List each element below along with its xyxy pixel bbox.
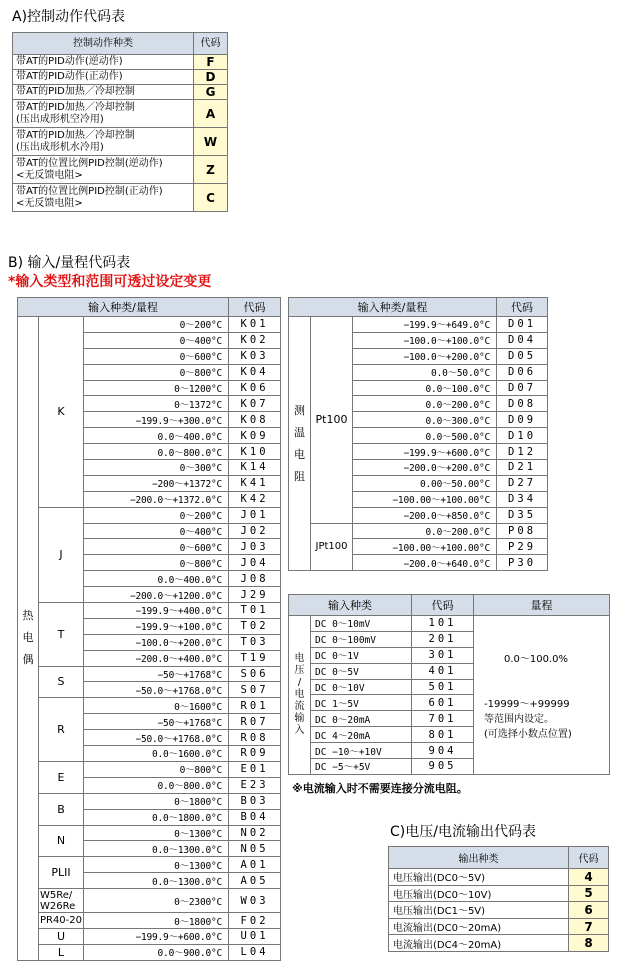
range-code: D04 [497,332,548,348]
section-b-note: *输入类型和范围可透过设定变更 [8,274,212,290]
output-label: 电流输出(DC4～20mA) [389,935,569,952]
range-code: E23 [229,777,281,793]
sensor-type-name: PR40-20 [39,913,84,929]
range-code: T19 [229,650,281,666]
range-value: 0.0～300.0°C [353,412,497,428]
range-value: 0～1372°C [84,396,229,412]
range-value: −50.0～+1768.0°C [84,730,229,746]
range-value: −100.0～+200.0°C [84,634,229,650]
range-code: L04 [229,944,281,960]
column-header-type: 输入种类/量程 [18,298,229,317]
action-label: 带AT的PID动作(逆动作) [13,55,194,70]
range-code: J02 [229,523,281,539]
range-code: D34 [497,491,548,507]
range-value: −50.0～+1768.0°C [84,682,229,698]
table-row [13,85,228,100]
table-row [13,70,228,85]
range-value: 0.0～200.0°C [353,523,497,539]
action-code: G [194,85,228,100]
range-value: 0～800°C [84,761,229,777]
input-type: DC −10～+10V [311,743,412,759]
range-value: −199.9～+649.0°C [353,317,497,333]
table-row [389,902,609,919]
range-value: 0～400°C [84,332,229,348]
range-value: −200.0～+850.0°C [353,507,497,523]
range-primary: 0.0～100.0% [504,653,569,665]
range-value: −100.00～+100.00°C [353,539,497,555]
range-code: P30 [497,555,548,571]
input-code: 601 [412,695,474,711]
range-code: K03 [229,348,281,364]
range-value: −199.9～+600.0°C [353,444,497,460]
range-code: S07 [229,682,281,698]
input-code: 905 [412,759,474,775]
range-value: 0～1600°C [84,698,229,714]
column-header-code: 代码 [569,847,609,869]
sensor-group-label: 热 电 偶 [18,317,39,961]
range-value: −100.0～+100.0°C [353,332,497,348]
input-code: 904 [412,743,474,759]
range-value: 0.0～800.0°C [84,777,229,793]
column-header-type: 输出种类 [389,847,569,869]
current-input-note: ※电流输入时不需要连接分流电阻。 [292,782,468,795]
range-code: D08 [497,396,548,412]
range-code: T03 [229,634,281,650]
range-value: −100.0～+200.0°C [353,348,497,364]
sensor-type-name: L [39,944,84,960]
sensor-type-name: B [39,793,84,825]
action-code: Z [194,156,228,184]
range-value: −200.0～+1372.0°C [84,491,229,507]
column-header-code: 代码 [412,595,474,616]
table-row [18,889,281,913]
range-value: 0～1300°C [84,825,229,841]
range-code: K02 [229,332,281,348]
range-code: K14 [229,460,281,476]
range-value: −200～+1372°C [84,475,229,491]
range-code: W03 [229,889,281,913]
range-value: 0.0～1600.0°C [84,746,229,762]
output-label: 电压输出(DC1～5V) [389,902,569,919]
input-code: 501 [412,679,474,695]
input-type: DC 0～1V [311,647,412,663]
input-type: DC 0～100mV [311,631,412,647]
range-code: D09 [497,412,548,428]
range-code: P29 [497,539,548,555]
sensor-type-name: T [39,603,84,667]
range-value: −200.0～+1200.0°C [84,587,229,603]
output-label: 电压输出(DC0～5V) [389,869,569,886]
range-value: 0～200°C [84,317,229,333]
range-code: J29 [229,587,281,603]
table-row [13,128,228,156]
sensor-type-name: W5Re/ W26Re [39,889,84,913]
table-row [389,885,609,902]
range-code: D07 [497,380,548,396]
range-value: 0～1300°C [84,857,229,873]
rtd-table [288,297,548,571]
input-code: 401 [412,663,474,679]
table-row [389,918,609,935]
range-value: −50～+1768°C [84,714,229,730]
input-type: DC 4～20mA [311,727,412,743]
table-row [18,857,281,873]
range-code: K10 [229,444,281,460]
table-row [18,944,281,960]
range-code: N05 [229,841,281,857]
range-code: K09 [229,428,281,444]
section-b-title: B) 输入/量程代码表 [8,255,131,271]
column-header-type: 输入种类/量程 [289,298,497,317]
output-code: 7 [569,918,609,935]
range-secondary: -19999～+99999 等范围内设定。 (可选择小数点位置) [484,698,572,740]
output-label: 电压输出(DC0～10V) [389,885,569,902]
column-header-code: 代码 [229,298,281,317]
range-code: T02 [229,618,281,634]
range-code: U01 [229,928,281,944]
table-row [13,184,228,212]
range-value: 0～600°C [84,348,229,364]
range-value: −199.9～+400.0°C [84,603,229,619]
range-code: D21 [497,460,548,476]
column-header-code: 代码 [194,33,228,55]
range-code: K42 [229,491,281,507]
sensor-type-name: E [39,761,84,793]
range-value: 0.0～1800.0°C [84,809,229,825]
range-code: B04 [229,809,281,825]
sensor-type-name: J [39,507,84,602]
range-code: K41 [229,475,281,491]
output-code: 4 [569,869,609,886]
range-value: 0.0～200.0°C [353,396,497,412]
range-code: A05 [229,873,281,889]
range-code: R09 [229,746,281,762]
table-row [18,761,281,777]
sensor-type-name: N [39,825,84,857]
range-value: 0～1800°C [84,913,229,929]
range-code: J04 [229,555,281,571]
table-row [18,793,281,809]
range-value: 0.0～100.0°C [353,380,497,396]
input-type: DC 0～20mA [311,711,412,727]
table-row [289,616,610,632]
table-row [18,698,281,714]
column-header-range: 量程 [474,595,610,616]
column-header-code: 代码 [497,298,548,317]
action-label: 带AT的位置比例PID控制(逆动作) <无反馈电阻> [13,156,194,184]
range-code: K04 [229,364,281,380]
table-row [18,507,281,523]
range-code: J01 [229,507,281,523]
range-code: S06 [229,666,281,682]
range-value: −100.00～+100.00°C [353,491,497,507]
range-description [474,616,610,775]
range-code: R01 [229,698,281,714]
table-row [389,935,609,952]
table-row [289,523,548,539]
range-value: 0.0～800.0°C [84,444,229,460]
range-value: 0～600°C [84,539,229,555]
range-code: D12 [497,444,548,460]
range-code: A01 [229,857,281,873]
table-row [18,666,281,682]
range-code: P08 [497,523,548,539]
output-code: 6 [569,902,609,919]
range-value: 0～400°C [84,523,229,539]
range-value: 0.00～50.00°C [353,475,497,491]
range-code: K01 [229,317,281,333]
range-code: J08 [229,571,281,587]
sensor-type-name: R [39,698,84,762]
sensor-type-name: K [39,317,84,508]
input-code: 701 [412,711,474,727]
range-code: J03 [229,539,281,555]
range-code: N02 [229,825,281,841]
range-value: 0.0～50.0°C [353,364,497,380]
voltage-current-table [288,594,610,775]
input-code: 201 [412,631,474,647]
action-code: F [194,55,228,70]
output-label: 电流输出(DC0～20mA) [389,918,569,935]
action-label: 带AT的PID加热／冷却控制 [13,85,194,100]
table-row [18,603,281,619]
sensor-type-name: U [39,928,84,944]
action-code: C [194,184,228,212]
input-type: DC 0～10mV [311,616,412,632]
output-code: 5 [569,885,609,902]
range-value: 0.0～400.0°C [84,571,229,587]
sensor-type-name: S [39,666,84,698]
input-code: 301 [412,647,474,663]
range-value: 0.0～1300.0°C [84,873,229,889]
table-row [18,825,281,841]
input-type: DC 0～10V [311,679,412,695]
range-value: 0～800°C [84,555,229,571]
table-row [13,55,228,70]
range-value: 0～800°C [84,364,229,380]
action-code: A [194,100,228,128]
table-row [13,100,228,128]
action-label: 带AT的PID加热／冷却控制 (压出成形机水冷用) [13,128,194,156]
sensor-group-label: 测 温 电 阻 [289,317,311,571]
table-row [389,869,609,886]
range-value: 0～200°C [84,507,229,523]
table-row [18,317,281,333]
range-code: K08 [229,412,281,428]
section-c-title: C)电压/电流输出代码表 [390,824,536,840]
action-label: 带AT的位置比例PID控制(正动作) <无反馈电阻> [13,184,194,212]
range-code: D05 [497,348,548,364]
range-code: D01 [497,317,548,333]
range-value: 0～1800°C [84,793,229,809]
range-code: D06 [497,364,548,380]
output-code-table [388,846,609,952]
range-value: −199.9～+600.0°C [84,928,229,944]
range-value: −199.9～+300.0°C [84,412,229,428]
thermocouple-table [17,297,281,961]
range-code: K07 [229,396,281,412]
input-type: DC 0～5V [311,663,412,679]
output-code: 8 [569,935,609,952]
table-row [18,913,281,929]
range-code: D35 [497,507,548,523]
range-code: K06 [229,380,281,396]
range-value: −200.0～+200.0°C [353,460,497,476]
range-value: 0.0～400.0°C [84,428,229,444]
range-value: 0～2300°C [84,889,229,913]
table-row [289,317,548,333]
section-a-title: A)控制动作代码表 [12,9,126,25]
input-group-label: 电 压 / 电 流 输 入 [289,616,311,775]
range-code: T01 [229,603,281,619]
input-code: 101 [412,616,474,632]
column-header-type: 控制动作种类 [13,33,194,55]
sensor-type-name: JPt100 [311,523,353,571]
range-code: B03 [229,793,281,809]
range-value: 0.0～500.0°C [353,428,497,444]
range-code: D10 [497,428,548,444]
action-label: 带AT的PID动作(正动作) [13,70,194,85]
range-value: 0.0～1300.0°C [84,841,229,857]
table-row [18,928,281,944]
range-code: R07 [229,714,281,730]
action-code: W [194,128,228,156]
action-code: D [194,70,228,85]
range-value: 0～1200°C [84,380,229,396]
sensor-type-name: Pt100 [311,317,353,524]
range-code: E01 [229,761,281,777]
sensor-type-name: PLII [39,857,84,889]
range-value: −200.0～+400.0°C [84,650,229,666]
range-code: D27 [497,475,548,491]
input-code: 801 [412,727,474,743]
range-value: −199.9～+100.0°C [84,618,229,634]
range-value: 0～300°C [84,460,229,476]
range-code: F02 [229,913,281,929]
input-type: DC 1～5V [311,695,412,711]
range-value: 0.0～900.0°C [84,944,229,960]
range-value: −50～+1768°C [84,666,229,682]
range-code: R08 [229,730,281,746]
table-row [13,156,228,184]
action-label: 带AT的PID加热／冷却控制 (压出成形机空冷用) [13,100,194,128]
column-header-type: 输入种类 [289,595,412,616]
range-value: −200.0～+640.0°C [353,555,497,571]
control-action-table [12,32,228,212]
input-type: DC −5～+5V [311,759,412,775]
